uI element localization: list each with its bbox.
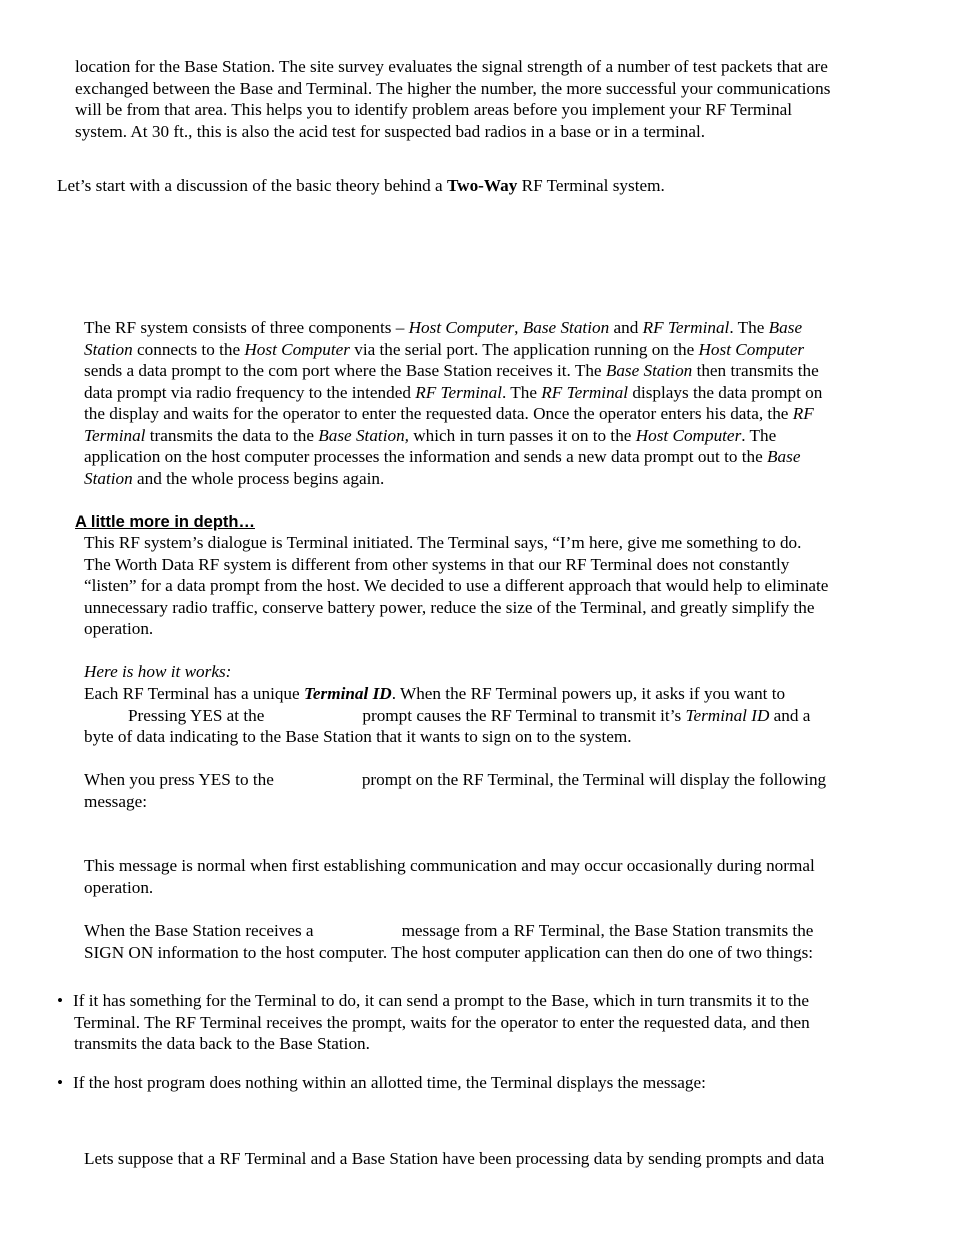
two-way-bold: Two-Way: [446, 176, 518, 195]
text-line: If the host program does nothing within an allotted time, the Terminal displays the message:: [73, 1073, 706, 1092]
text-line: transmits the data back to the Base Station.: [74, 1034, 370, 1053]
host-computer-term: Host Computer: [698, 339, 805, 359]
text-run: and: [609, 318, 643, 337]
rf-terminal-term: RF Terminal: [642, 318, 730, 337]
text-line: unnecessary radio traffic, conserve battery power, reduce the size of the Terminal, and greatly simplify the: [84, 597, 815, 617]
terminal-id-term: Terminal ID: [303, 684, 392, 703]
text-line: system. At 30 ft., this is also the acid test for suspected bad radios in a base or in a terminal.: [75, 121, 706, 141]
text-run: application on the host computer processes the information and sends a new data prompt out to the: [84, 447, 768, 466]
dialogue-paragraph: [84, 532, 924, 640]
base-station-term: Base: [768, 318, 803, 337]
text-run: When the Base Station receives a: [84, 921, 314, 940]
text-run: the display and waits for the operator to enter the requested data. Once the operator enters his data, the: [84, 404, 793, 423]
base-station-term: Base Station,: [318, 425, 409, 445]
text-run: The RF system consists of three components –: [84, 318, 409, 337]
text-run: prompt on the RF Terminal, the Terminal will display the following: [361, 770, 827, 789]
text-line: operation.: [84, 619, 154, 638]
normal-message-paragraph: [84, 855, 904, 898]
terminal-id-paragraph: [84, 683, 904, 748]
text-run: . The: [501, 382, 542, 402]
text-run: data prompt via radio frequency to the intended: [84, 382, 416, 402]
text-run: message from a RF Terminal, the Base Station transmits the: [401, 921, 814, 940]
rf-terminal-term: RF Terminal: [541, 382, 629, 402]
base-station-term: Base Station: [522, 318, 610, 337]
base-station-term: Base: [767, 447, 801, 466]
list-item: [57, 1072, 887, 1094]
text-line: location for the Base Station. The site survey evaluates the signal strength of a number of test packets that are: [75, 57, 828, 76]
text-run: . When the RF Terminal powers up, it asks if you want to: [391, 684, 786, 703]
text-run: and a: [769, 705, 811, 725]
text-run: . The: [729, 318, 769, 337]
text-line: message:: [84, 791, 148, 811]
text-run: which in turn passes it on to the: [408, 425, 636, 445]
theory-intro: [57, 175, 917, 197]
text-line: byte of data indicating to the Base Station that it wants to sign on to the system.: [84, 727, 632, 746]
host-computer-term: Host Computer: [408, 318, 515, 337]
text-line: operation.: [84, 877, 154, 897]
sign-on-paragraph: [84, 769, 904, 812]
section-heading: A little more in depth…: [75, 513, 255, 531]
text-run: Each RF Terminal has a unique: [84, 684, 304, 703]
text-run: . The: [741, 425, 777, 445]
text-line: The Worth Data RF system is different from other systems in that our RF Terminal does not constantly: [84, 554, 790, 574]
host-computer-term: Host Computer: [244, 339, 350, 359]
text-run: prompt causes the RF Terminal to transmit it’s: [362, 705, 686, 725]
text-run: connects to the: [132, 339, 245, 359]
text-run: RF Terminal system.: [517, 176, 665, 195]
text-line: This RF system’s dialogue is Terminal initiated. The Terminal says, “I’m here, give me something to do.: [84, 533, 802, 552]
text-line: “listen” for a data prompt from the host. We decided to use a different approach that would help to eliminate: [84, 576, 829, 595]
bullet-icon: •: [57, 991, 64, 1010]
text-run: ,: [514, 318, 523, 337]
base-station-term: Station: [84, 468, 133, 488]
text-run: then transmits the: [692, 361, 819, 380]
text-line: exchanged between the Base and Terminal. The higher the number, the more successful your communications: [75, 78, 831, 98]
text-run: and the whole process begins again.: [132, 468, 385, 488]
host-computer-term: Host Computer: [635, 425, 742, 445]
rf-terminal-term: RF: [792, 404, 814, 423]
list-item: [57, 990, 887, 1055]
components-paragraph: [84, 317, 904, 489]
text-run: When you press YES to the: [84, 770, 274, 789]
base-station-term: Station: [84, 339, 133, 359]
bullet-icon: •: [57, 1073, 64, 1092]
base-station-term: Base Station: [605, 361, 693, 380]
text-run: sends a data prompt to the com port where the Base Station receives it. The: [84, 361, 606, 380]
text-run: transmits the data to the: [145, 425, 319, 445]
text-run: displays the data prompt on: [628, 382, 823, 402]
text-line: SIGN ON information to the host computer. The host computer application can then do one of two things:: [84, 942, 814, 962]
how-it-works-label: Here is how it works:: [84, 662, 232, 681]
intro-paragraph: [75, 56, 895, 142]
text-run: Pressing YES at the: [128, 705, 265, 725]
text-line: Terminal. The RF Terminal receives the prompt, waits for the operator to enter the requested data, and then: [74, 1012, 810, 1032]
rf-terminal-term: RF Terminal: [415, 382, 502, 402]
text-line: This message is normal when first establishing communication and may occur occasionally during normal: [84, 856, 815, 875]
text-line: If it has something for the Terminal to do, it can send a prompt to the Base, which in turn transmits it to the: [73, 991, 809, 1010]
rf-terminal-term: Terminal: [84, 425, 146, 445]
base-receives-paragraph: [84, 920, 904, 963]
closing-paragraph: Lets suppose that a RF Terminal and a Base Station have been processing data by sending prompts and data: [84, 1149, 825, 1168]
terminal-id-term: Terminal ID: [685, 705, 770, 725]
text-run: Let’s start with a discussion of the basic theory behind a: [57, 176, 447, 195]
text-run: via the serial port. The application running on the: [349, 339, 699, 359]
text-line: will be from that area. This helps you to identify problem areas before you implement your RF Terminal: [75, 100, 792, 119]
